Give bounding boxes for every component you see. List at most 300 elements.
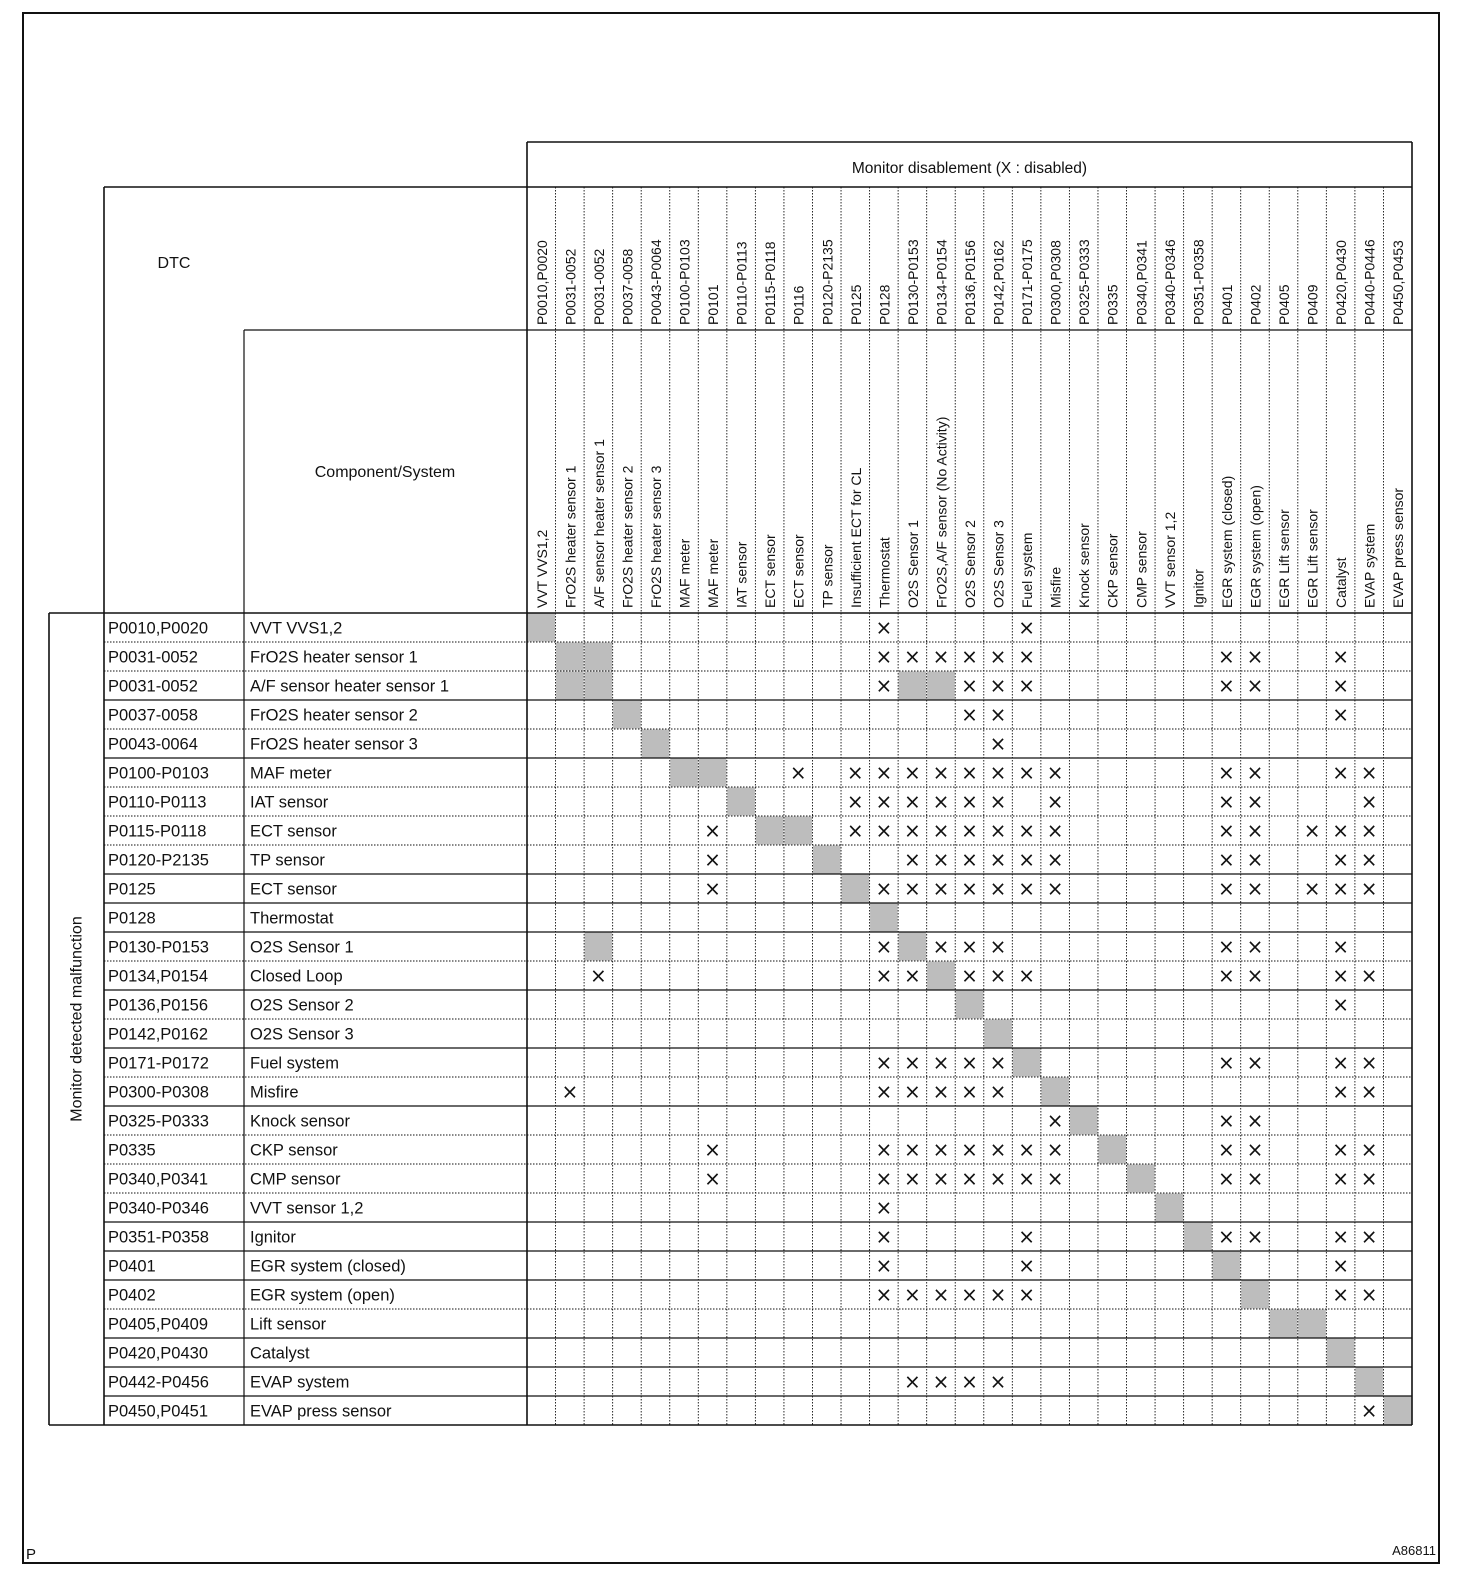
disabled-mark: × <box>1360 818 1378 843</box>
disabled-mark: × <box>904 1137 921 1162</box>
disabled-mark: × <box>875 1224 893 1249</box>
disabled-mark: × <box>1332 644 1350 669</box>
row-component-label: Knock sensor <box>250 1112 350 1131</box>
row-dtc-label: P0115-P0118 <box>108 822 207 841</box>
shaded-cell <box>842 875 870 903</box>
disabled-mark: × <box>1018 1282 1035 1307</box>
disabled-mark: × <box>1332 1224 1350 1249</box>
disabled-mark: × <box>704 818 721 843</box>
disabled-mark: × <box>1218 876 1235 901</box>
row-component-label: TP sensor <box>250 851 325 870</box>
disabled-mark: × <box>1246 1166 1264 1191</box>
disabled-mark: × <box>989 876 1007 901</box>
column-dtc-label: P0031-0052 <box>562 248 579 325</box>
disabled-mark: × <box>961 644 978 669</box>
row-component-label: ECT sensor <box>250 880 337 899</box>
column-component-label: FrO2S heater sensor 3 <box>647 465 664 608</box>
disabled-mark: × <box>875 934 893 959</box>
column-component-label: EVAP system <box>1361 523 1378 608</box>
disabled-mark: × <box>989 760 1007 785</box>
disabled-mark: × <box>932 818 950 843</box>
disabled-mark: × <box>904 818 921 843</box>
disabled-mark: × <box>1218 789 1235 814</box>
column-dtc-label: P0120-P2135 <box>819 239 836 325</box>
disabled-mark: × <box>1246 673 1264 698</box>
row-component-label: Misfire <box>250 1083 299 1102</box>
shaded-cell <box>1013 1049 1041 1077</box>
disabled-mark: × <box>989 702 1007 727</box>
column-dtc-label: P0110-P0113 <box>733 241 750 325</box>
disabled-mark: × <box>961 818 978 843</box>
disabled-mark: × <box>1360 847 1378 872</box>
row-component-label: O2S Sensor 1 <box>250 938 354 957</box>
page-corner-mark: P <box>26 1546 37 1563</box>
column-component-label: CMP sensor <box>1133 531 1150 608</box>
row-component-label: ECT sensor <box>250 822 337 841</box>
disabled-mark: × <box>1360 1224 1378 1249</box>
column-component-label: FrO2S heater sensor 2 <box>619 465 636 608</box>
disabled-mark: × <box>904 1050 921 1075</box>
disabled-mark: × <box>1046 1137 1064 1162</box>
disabled-mark: × <box>1218 1166 1235 1191</box>
shaded-cell <box>899 672 927 700</box>
disabled-mark: × <box>875 615 893 640</box>
disabled-mark: × <box>961 1079 978 1104</box>
disabled-mark: × <box>1332 876 1350 901</box>
row-dtc-label: P0171-P0172 <box>108 1054 209 1073</box>
row-component-label: Thermostat <box>250 909 334 928</box>
disabled-mark: × <box>1360 1282 1378 1307</box>
shaded-cell <box>927 962 955 990</box>
disabled-mark: × <box>961 876 978 901</box>
column-dtc-label: P0340-P0346 <box>1161 239 1178 325</box>
disabled-mark: × <box>932 789 950 814</box>
disabled-mark: × <box>1332 1282 1350 1307</box>
row-dtc-label: P0450,P0451 <box>108 1402 209 1421</box>
disabled-mark: × <box>1332 1079 1350 1104</box>
column-component-label: Ignitor <box>1190 569 1207 608</box>
column-component-label: Misfire <box>1047 566 1064 608</box>
disabled-mark: × <box>904 644 921 669</box>
figure-id: A86811 <box>1392 1543 1436 1558</box>
disabled-mark: × <box>704 1166 721 1191</box>
row-component-label: O2S Sensor 3 <box>250 1025 354 1044</box>
disabled-mark: × <box>1246 1224 1264 1249</box>
disabled-mark: × <box>1332 673 1350 698</box>
disabled-mark: × <box>961 1137 978 1162</box>
row-dtc-label: P0142,P0162 <box>108 1025 209 1044</box>
disabled-mark: × <box>1218 847 1235 872</box>
row-component-label: CKP sensor <box>250 1141 338 1160</box>
shaded-cell <box>956 991 984 1019</box>
disabled-mark: × <box>1046 1166 1064 1191</box>
row-component-label: EGR system (closed) <box>250 1257 406 1276</box>
disabled-mark: × <box>1046 847 1064 872</box>
shaded-cell <box>870 904 898 932</box>
dtc-header-label: DTC <box>157 255 191 272</box>
column-dtc-label: P0115-P0118 <box>762 241 779 325</box>
column-component-label: O2S Sensor 2 <box>962 520 978 608</box>
column-dtc-label: P0010,P0020 <box>533 240 550 325</box>
disabled-mark: × <box>989 847 1007 872</box>
disabled-mark: × <box>789 760 807 785</box>
disabled-mark: × <box>989 673 1007 698</box>
row-group-label: Monitor detected malfunction <box>68 916 86 1122</box>
disabled-mark: × <box>704 1137 721 1162</box>
disabled-mark: × <box>961 1166 978 1191</box>
column-dtc-label: P0116 <box>790 285 807 325</box>
disabled-mark: × <box>1332 934 1350 959</box>
disabled-mark: × <box>846 818 864 843</box>
column-dtc-label: P0128 <box>876 284 893 325</box>
disabled-mark: × <box>846 789 864 814</box>
disabled-mark: × <box>904 847 921 872</box>
disabled-mark: × <box>1332 1137 1350 1162</box>
column-dtc-label: P0125 <box>847 284 864 325</box>
disabled-mark: × <box>904 876 921 901</box>
column-dtc-label: P0037-0058 <box>619 248 636 325</box>
disabled-mark: × <box>561 1079 579 1104</box>
disabled-mark: × <box>1046 760 1064 785</box>
shaded-cell <box>585 643 613 671</box>
disabled-mark: × <box>989 1369 1007 1394</box>
disabled-mark: × <box>1018 615 1035 640</box>
shaded-cell <box>1327 1339 1355 1367</box>
disabled-mark: × <box>1360 1079 1378 1104</box>
column-component-label: EGR Lift sensor <box>1276 509 1293 608</box>
disabled-mark: × <box>704 847 721 872</box>
disabled-mark: × <box>1018 847 1035 872</box>
row-dtc-label: P0043-0064 <box>108 735 198 754</box>
disabled-mark: × <box>1360 1137 1378 1162</box>
disabled-mark: × <box>875 1253 893 1278</box>
column-dtc-label: P0440-P0446 <box>1361 239 1378 325</box>
column-dtc-label: P0031-0052 <box>590 248 607 325</box>
disabled-mark: × <box>1246 847 1264 872</box>
row-dtc-label: P0010,P0020 <box>108 619 209 638</box>
disabled-mark: × <box>875 644 893 669</box>
row-component-label: Fuel system <box>250 1054 339 1073</box>
column-component-label: Catalyst <box>1333 557 1350 608</box>
disabled-mark: × <box>961 760 978 785</box>
disabled-mark: × <box>1246 789 1264 814</box>
disabled-mark: × <box>904 1166 921 1191</box>
disabled-mark: × <box>1218 1137 1235 1162</box>
disabled-mark: × <box>932 760 950 785</box>
column-dtc-label: P0171-P0175 <box>1019 239 1036 325</box>
disabled-mark: × <box>1018 818 1035 843</box>
disabled-mark: × <box>875 1282 893 1307</box>
row-component-label: O2S Sensor 2 <box>250 996 354 1015</box>
disabled-mark: × <box>961 963 978 988</box>
disabled-mark: × <box>1218 1224 1235 1249</box>
shaded-cell <box>984 1020 1012 1048</box>
disabled-mark: × <box>1360 876 1378 901</box>
disabled-mark: × <box>704 876 721 901</box>
column-component-label: FrO2S,A/F sensor (No Activity) <box>933 416 950 608</box>
disabled-mark: × <box>904 789 921 814</box>
column-component-label: VVT sensor 1,2 <box>1161 511 1178 608</box>
disabled-mark: × <box>1246 818 1264 843</box>
shaded-cell <box>1241 1281 1269 1309</box>
disabled-mark: × <box>989 731 1007 756</box>
disabled-mark: × <box>589 963 607 988</box>
disabled-mark: × <box>1018 963 1035 988</box>
column-component-label: O2S Sensor 1 <box>904 520 921 608</box>
disabled-mark: × <box>932 1369 950 1394</box>
disabled-mark: × <box>1332 1050 1350 1075</box>
disabled-mark: × <box>961 1369 978 1394</box>
row-component-label: EGR system (open) <box>250 1286 395 1305</box>
disabled-mark: × <box>989 789 1007 814</box>
disabled-mark: × <box>1360 963 1378 988</box>
disabled-mark: × <box>1018 876 1035 901</box>
disabled-mark: × <box>1332 1253 1350 1278</box>
shaded-cell <box>1384 1397 1412 1425</box>
row-dtc-label: P0037-0058 <box>108 706 198 725</box>
disabled-mark: × <box>1018 1224 1035 1249</box>
row-dtc-label: P0335 <box>108 1141 156 1160</box>
column-dtc-label: P0300,P0308 <box>1047 240 1064 325</box>
disabled-mark: × <box>904 1079 921 1104</box>
disabled-mark: × <box>875 818 893 843</box>
disabled-mark: × <box>961 673 978 698</box>
shaded-cell <box>642 730 670 758</box>
disabled-mark: × <box>1046 876 1064 901</box>
disabled-mark: × <box>1018 1166 1035 1191</box>
disabled-mark: × <box>989 1137 1007 1162</box>
column-dtc-label: P0325-P0333 <box>1076 239 1093 325</box>
disabled-mark: × <box>989 1050 1007 1075</box>
row-dtc-label: P0136,P0156 <box>108 996 209 1015</box>
column-component-label: MAF meter <box>705 538 722 608</box>
row-component-label: VVT sensor 1,2 <box>250 1199 364 1218</box>
column-component-label: EVAP press sensor <box>1390 487 1407 608</box>
disabled-mark: × <box>875 1050 893 1075</box>
row-dtc-label: P0100-P0103 <box>108 764 209 783</box>
shaded-cell <box>784 817 812 845</box>
row-dtc-label: P0340,P0341 <box>108 1170 209 1189</box>
row-component-label: Lift sensor <box>250 1315 327 1334</box>
disabled-mark: × <box>1218 760 1235 785</box>
row-component-label: FrO2S heater sensor 2 <box>250 706 418 725</box>
row-dtc-label: P0125 <box>108 880 156 899</box>
column-component-label: ECT sensor <box>762 534 779 608</box>
shaded-cell <box>1041 1078 1069 1106</box>
shaded-cell <box>556 643 584 671</box>
row-dtc-label: P0405,P0409 <box>108 1315 209 1334</box>
shaded-cell <box>1298 1310 1326 1338</box>
column-dtc-label: P0450,P0453 <box>1390 240 1407 325</box>
disabled-mark: × <box>1246 963 1264 988</box>
column-component-label: ECT sensor <box>790 534 807 608</box>
shaded-cell <box>528 614 556 642</box>
shaded-cell <box>1270 1310 1298 1338</box>
disabled-mark: × <box>904 1282 921 1307</box>
disabled-mark: × <box>1046 1108 1064 1133</box>
disabled-mark: × <box>1218 673 1235 698</box>
component-header-label: Component/System <box>314 464 456 481</box>
disabled-mark: × <box>932 1050 950 1075</box>
disabled-mark: × <box>875 760 893 785</box>
column-dtc-label: P0134-P0154 <box>933 239 950 325</box>
disabled-mark: × <box>1018 673 1035 698</box>
disabled-mark: × <box>989 818 1007 843</box>
disabled-mark: × <box>1218 1050 1235 1075</box>
disabled-mark: × <box>1218 818 1235 843</box>
column-dtc-label: P0340,P0341 <box>1133 240 1150 325</box>
column-dtc-label: P0402 <box>1247 284 1264 325</box>
disabled-mark: × <box>932 847 950 872</box>
row-component-label: Catalyst <box>250 1344 310 1363</box>
row-component-label: EVAP system <box>250 1373 350 1392</box>
disabled-mark: × <box>1218 934 1235 959</box>
column-component-label: CKP sensor <box>1104 533 1121 608</box>
disabled-mark: × <box>904 963 921 988</box>
row-dtc-label: P0130-P0153 <box>108 938 209 957</box>
disabled-mark: × <box>1246 1137 1264 1162</box>
shaded-cell <box>1355 1368 1383 1396</box>
disabled-mark: × <box>1218 644 1235 669</box>
disabled-mark: × <box>875 1195 893 1220</box>
disabled-mark: × <box>904 760 921 785</box>
column-component-label: Knock sensor <box>1076 523 1093 608</box>
disabled-mark: × <box>1360 789 1378 814</box>
disabled-mark: × <box>989 1166 1007 1191</box>
column-dtc-label: P0409 <box>1304 284 1321 325</box>
disabled-mark: × <box>932 876 950 901</box>
column-dtc-label: P0420,P0430 <box>1333 240 1350 325</box>
row-component-label: Ignitor <box>250 1228 296 1247</box>
shaded-cell <box>699 759 727 787</box>
disabled-mark: × <box>989 1282 1007 1307</box>
shaded-cell <box>1213 1252 1241 1280</box>
disabled-mark: × <box>932 1137 950 1162</box>
disabled-mark: × <box>961 702 978 727</box>
disabled-mark: × <box>1246 644 1264 669</box>
row-component-label: VVT VVS1,2 <box>250 619 343 638</box>
shaded-cell <box>585 933 613 961</box>
row-component-label: IAT sensor <box>250 793 329 812</box>
shaded-cell <box>1184 1223 1212 1251</box>
column-dtc-label: P0335 <box>1104 284 1121 325</box>
row-dtc-label: P0128 <box>108 909 156 928</box>
column-component-label: EGR Lift sensor <box>1304 509 1321 608</box>
shaded-cell <box>727 788 755 816</box>
disabled-mark: × <box>1246 1108 1264 1133</box>
column-dtc-label: P0101 <box>705 284 722 325</box>
disabled-mark: × <box>875 1166 893 1191</box>
row-component-label: Closed Loop <box>250 967 343 986</box>
row-dtc-label: P0340-P0346 <box>108 1199 209 1218</box>
shaded-cell <box>1156 1194 1184 1222</box>
disabled-mark: × <box>875 673 893 698</box>
row-component-label: EVAP press sensor <box>250 1402 392 1421</box>
disabled-mark: × <box>904 1369 921 1394</box>
column-component-label: O2S Sensor 3 <box>990 520 1007 608</box>
disabled-mark: × <box>1332 1166 1350 1191</box>
row-component-label: A/F sensor heater sensor 1 <box>250 677 450 696</box>
disabled-mark: × <box>1332 702 1350 727</box>
column-dtc-label: P0401 <box>1218 284 1235 325</box>
shaded-cell <box>756 817 784 845</box>
disabled-mark: × <box>1218 1108 1235 1133</box>
column-component-label: IAT sensor <box>733 541 750 608</box>
disabled-mark: × <box>1246 934 1264 959</box>
row-dtc-label: P0300-P0308 <box>108 1083 209 1102</box>
shaded-cell <box>927 672 955 700</box>
disabled-mark: × <box>961 1282 978 1307</box>
shaded-cell <box>613 701 641 729</box>
shaded-cell <box>1098 1136 1126 1164</box>
row-dtc-label: P0134,P0154 <box>108 967 209 986</box>
column-dtc-label: P0142,P0162 <box>990 240 1007 325</box>
row-dtc-label: P0420,P0430 <box>108 1344 209 1363</box>
row-dtc-label: P0031-0052 <box>108 648 198 667</box>
disabled-mark: × <box>961 789 978 814</box>
disabled-mark: × <box>1360 1398 1378 1423</box>
shaded-cell <box>813 846 841 874</box>
shaded-cell <box>899 933 927 961</box>
disabled-mark: × <box>961 1050 978 1075</box>
disabled-mark: × <box>1246 1050 1264 1075</box>
disabled-mark: × <box>1360 1050 1378 1075</box>
column-component-label: Thermostat <box>876 537 893 608</box>
shaded-cell <box>556 672 584 700</box>
disabled-mark: × <box>989 963 1007 988</box>
disabled-mark: × <box>932 644 950 669</box>
column-dtc-label: P0043-P0064 <box>647 239 664 325</box>
disabled-mark: × <box>989 1079 1007 1104</box>
disabled-mark: × <box>932 934 950 959</box>
disabled-mark: × <box>1332 992 1350 1017</box>
disabled-mark: × <box>961 847 978 872</box>
row-component-label: FrO2S heater sensor 3 <box>250 735 418 754</box>
disabled-mark: × <box>932 1282 950 1307</box>
column-dtc-label: P0136,P0156 <box>962 240 978 325</box>
disabled-mark: × <box>1246 876 1264 901</box>
row-dtc-label: P0325-P0333 <box>108 1112 209 1131</box>
shaded-cell <box>670 759 698 787</box>
row-dtc-label: P0351-P0358 <box>108 1228 209 1247</box>
disabled-mark: × <box>875 1079 893 1104</box>
row-component-label: CMP sensor <box>250 1170 341 1189</box>
disabled-mark: × <box>1332 818 1350 843</box>
column-component-label: EGR system (closed) <box>1218 475 1235 608</box>
row-dtc-label: P0120-P2135 <box>108 851 209 870</box>
disabled-mark: × <box>989 934 1007 959</box>
disabled-mark: × <box>961 934 978 959</box>
disabled-mark: × <box>1360 1166 1378 1191</box>
row-dtc-label: P0110-P0113 <box>108 793 207 812</box>
disabled-mark: × <box>1018 1253 1035 1278</box>
disabled-mark: × <box>1332 963 1350 988</box>
column-component-label: MAF meter <box>676 538 693 608</box>
disabled-mark: × <box>875 1137 893 1162</box>
disabled-mark: × <box>932 1166 950 1191</box>
column-component-label: A/F sensor heater sensor 1 <box>590 439 607 608</box>
row-dtc-label: P0031-0052 <box>108 677 198 696</box>
column-component-label: EGR system (open) <box>1247 485 1264 608</box>
disabled-mark: × <box>989 644 1007 669</box>
disabled-mark: × <box>1018 1137 1035 1162</box>
disabled-mark: × <box>1332 760 1350 785</box>
row-component-label: FrO2S heater sensor 1 <box>250 648 418 667</box>
disabled-mark: × <box>1046 789 1064 814</box>
disabled-mark: × <box>846 760 864 785</box>
disabled-mark: × <box>1046 818 1064 843</box>
row-component-label: MAF meter <box>250 764 332 783</box>
